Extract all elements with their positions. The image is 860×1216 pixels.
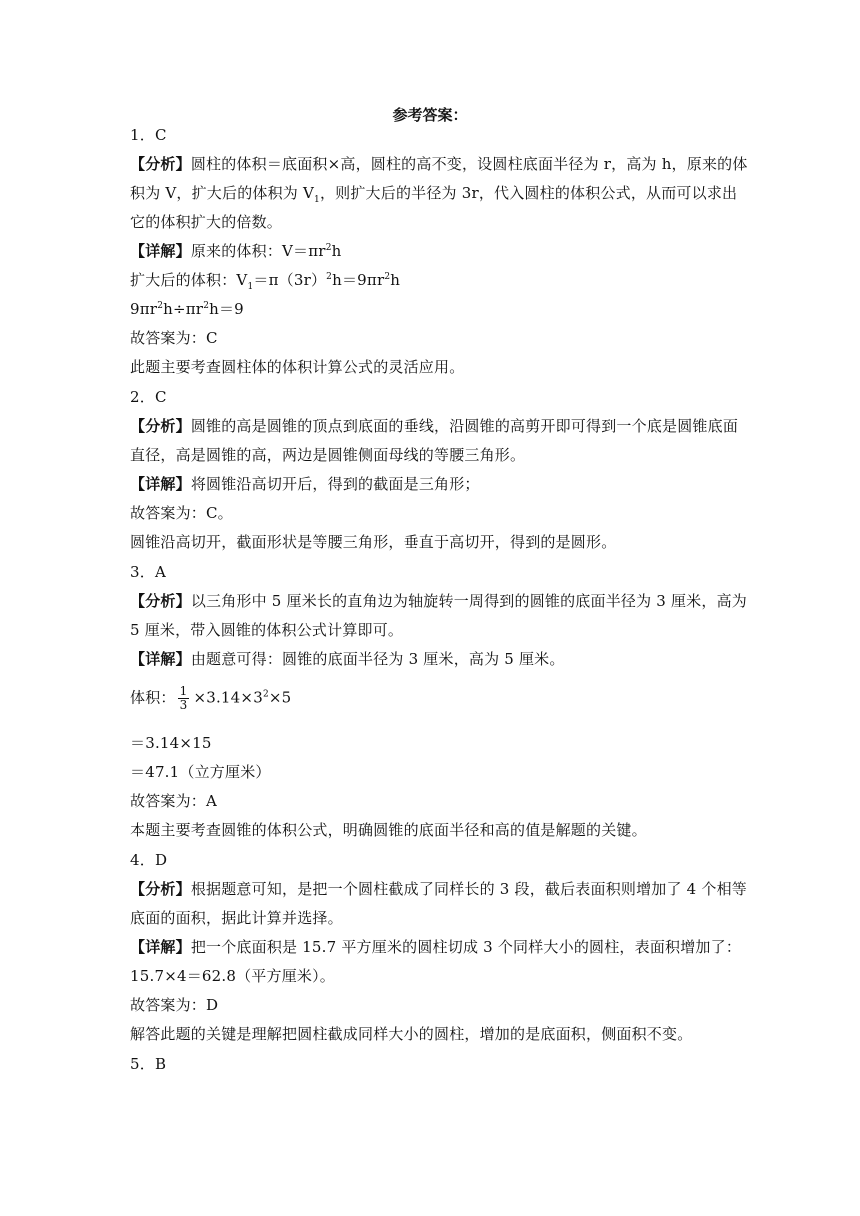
analysis-text: 圆锥的高是圆锥的顶点到底面的垂线，沿圆锥的高剪开即可得到一个底是圆锥底面 [190, 417, 739, 435]
detail-tag: 【详解】 [130, 242, 191, 260]
detail-text: 原来的体积：V＝πr [190, 242, 326, 260]
q2-analysis-line-1 [130, 415, 738, 437]
superscript: 2 [203, 301, 210, 311]
detail-tag: 【详解】 [130, 938, 191, 956]
fraction-denominator: 3 [179, 698, 188, 712]
q1-answer: 故答案为：C [130, 329, 218, 347]
analysis-text: ，则扩大后的半径为 3r，代入圆柱的体积公式，从而可以求出 [319, 184, 738, 202]
analysis-text: 积为 V，扩大后的体积为 V [130, 184, 315, 202]
analysis-tag: 【分析】 [130, 880, 191, 898]
q1-analysis-line-2 [130, 182, 737, 204]
detail-text: ＝π（3r） [253, 271, 327, 289]
q4-answer: 故答案为：D [130, 996, 219, 1014]
q3-answer: 故答案为：A [130, 792, 218, 810]
superscript: 2 [157, 301, 164, 311]
q1-comment: 此题主要考查圆柱体的体积计算公式的灵活应用。 [130, 358, 465, 376]
formula-text: ×3.14×3 [193, 688, 263, 707]
superscript: 2 [326, 272, 333, 282]
q5-number: 5．B [130, 1055, 167, 1073]
q3-comment: 本题主要考查圆锥的体积公式，明确圆锥的底面半径和高的值是解题的关键。 [130, 821, 647, 839]
subscript: 1 [247, 282, 254, 292]
q3-volume-formula [130, 685, 291, 712]
q4-comment: 解答此题的关键是理解把圆柱截成同样大小的圆柱，增加的是底面积，侧面积不变。 [130, 1025, 693, 1043]
q1-number: 1．C [130, 126, 167, 144]
q1-detail-line-2 [130, 269, 400, 291]
detail-text: 扩大后的体积：V [130, 271, 248, 289]
q3-analysis-line-2: 5 厘米，带入圆锥的体积公式计算即可。 [130, 621, 404, 639]
q1-detail-line-1 [130, 240, 342, 262]
analysis-text: 以三角形中 5 厘米长的直角边为轴旋转一周得到的圆锥的底面半径为 3 厘米，高为 [190, 592, 747, 610]
q4-detail-line-2: 15.7×4＝62.8（平方厘米）。 [130, 967, 336, 985]
analysis-tag: 【分析】 [130, 592, 191, 610]
q3-detail-line-1 [130, 648, 565, 670]
detail-text: 由题意可得：圆锥的底面半径为 3 厘米，高为 5 厘米。 [190, 650, 565, 668]
q3-number: 3．A [130, 563, 166, 581]
superscript: 2 [384, 272, 391, 282]
superscript: 2 [325, 243, 332, 253]
detail-text: h [390, 271, 401, 289]
fraction-one-third [178, 685, 190, 712]
q4-analysis-line-2: 底面的面积，据此计算并选择。 [130, 909, 343, 927]
q2-answer: 故答案为：C。 [130, 504, 233, 522]
detail-text: h [331, 242, 342, 260]
q2-number: 2．C [130, 388, 167, 406]
analysis-text: 圆柱的体积＝底面积×高，圆柱的高不变，设圆柱底面半径为 r，高为 h，原来的体 [190, 155, 748, 173]
q4-detail-line-1 [130, 936, 741, 958]
superscript: 2 [262, 689, 269, 700]
detail-text: h÷πr [163, 300, 204, 318]
q2-analysis-line-2: 直径，高是圆锥的高，两边是圆锥侧面母线的等腰三角形。 [130, 446, 526, 464]
volume-label: 体积： [130, 688, 176, 707]
detail-text: h＝9 [209, 300, 244, 318]
analysis-text: 根据题意可知，是把一个圆柱截成了同样长的 3 段，截后表面积则增加了 4 个相等 [190, 880, 747, 898]
fraction-numerator: 1 [179, 684, 188, 698]
q2-detail-line-1 [130, 473, 480, 495]
q3-step-2: ＝47.1（立方厘米） [130, 763, 271, 781]
detail-tag: 【详解】 [130, 475, 191, 493]
q3-analysis-line-1 [130, 590, 747, 612]
q3-step-1: ＝3.14×15 [130, 734, 212, 752]
q4-analysis-line-1 [130, 878, 747, 900]
analysis-tag: 【分析】 [130, 417, 191, 435]
detail-text: h＝9πr [332, 271, 385, 289]
detail-tag: 【详解】 [130, 650, 191, 668]
q1-detail-line-3 [130, 298, 244, 320]
q1-analysis-line-3: 它的体积扩大的倍数。 [130, 213, 283, 231]
detail-text: 将圆锥沿高切开后，得到的截面是三角形； [190, 475, 480, 493]
q1-analysis-line-1 [130, 153, 748, 175]
q2-comment: 圆锥沿高切开，截面形状是等腰三角形，垂直于高切开，得到的是圆形。 [130, 533, 617, 551]
detail-text: 把一个底面积是 15.7 平方厘米的圆柱切成 3 个同样大小的圆柱，表面积增加了： [190, 938, 742, 956]
analysis-tag: 【分析】 [130, 155, 191, 173]
subscript: 1 [314, 195, 320, 205]
detail-text: 9πr [130, 300, 158, 318]
page-title: 参考答案： [392, 106, 468, 124]
q4-number: 4．D [130, 851, 168, 869]
formula-text: ×5 [268, 688, 292, 707]
